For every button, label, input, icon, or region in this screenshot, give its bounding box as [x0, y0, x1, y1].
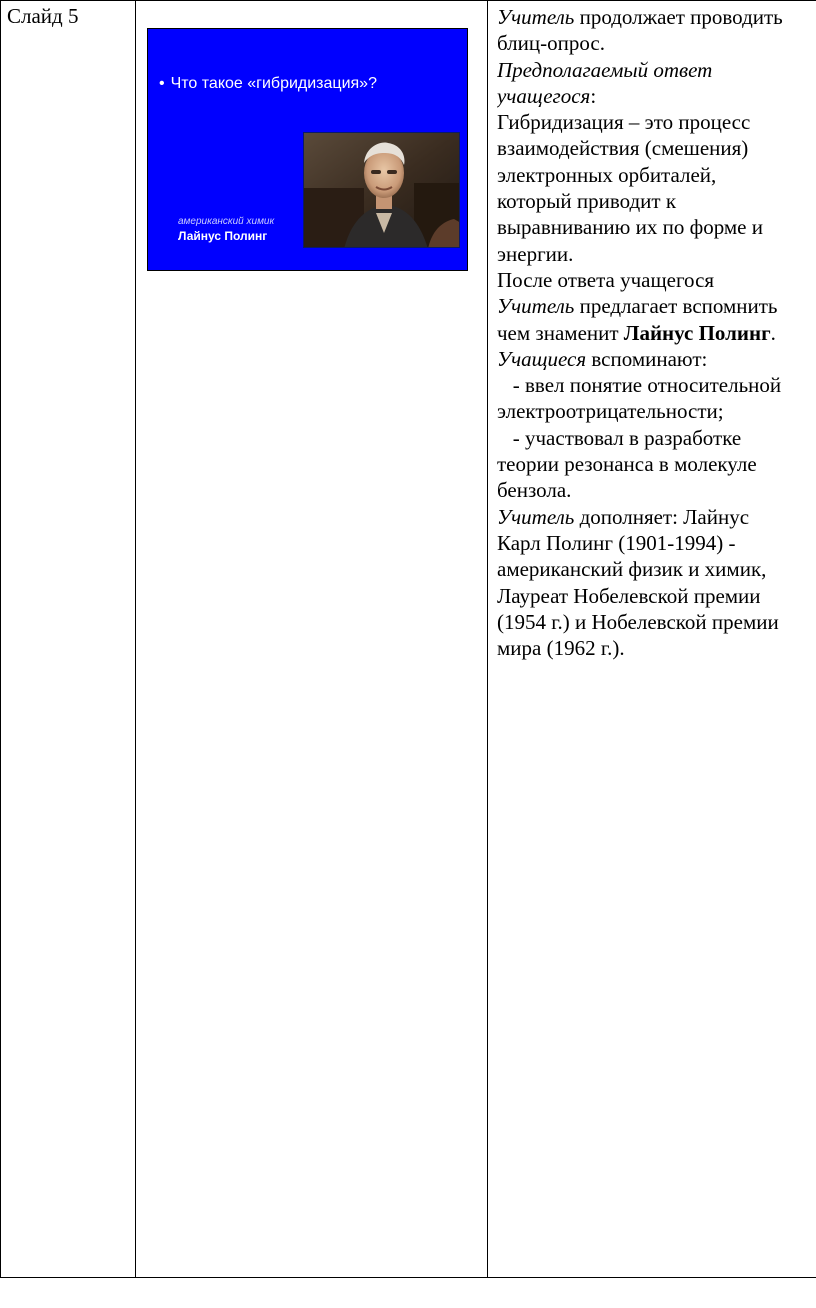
text-line: [497, 320, 816, 346]
text-fragment: продолжает проводить: [574, 5, 783, 29]
text-line: электроотрицательности;: [497, 399, 724, 424]
text-line: американский физик и химик,: [497, 557, 767, 582]
photo-caption-name: Лайнус Полинг: [178, 229, 268, 243]
column-divider: [135, 0, 136, 1278]
text-line: [497, 346, 816, 372]
text-fragment: предлагает вспомнить: [574, 294, 778, 319]
text-line: энергии.: [497, 241, 574, 266]
role-teacher: Учитель: [497, 504, 575, 529]
text-line: теории резонанса в молекуле: [497, 452, 757, 477]
slide-thumbnail: [147, 28, 468, 271]
text-line: [497, 504, 816, 530]
portrait-image: [304, 133, 460, 248]
column-divider: [487, 0, 488, 1278]
role-teacher: Учитель: [497, 294, 575, 319]
text-line: - участвовал в разработке: [497, 425, 742, 450]
text-fragment: дополняет: Лайнус: [574, 504, 750, 529]
text-line: Предполагаемый ответ: [497, 57, 713, 82]
text-line: [497, 4, 816, 30]
portrait-photo: [303, 132, 460, 248]
text-line: - ввел понятие относительной: [497, 373, 782, 398]
slide-question-text: Что такое «гибридизация»?: [170, 75, 377, 92]
row-label: Слайд 5: [7, 4, 79, 28]
text-fragment: вспоминают:: [586, 346, 708, 371]
role-students: Учащиеся: [497, 346, 587, 371]
text-line: который приводит к: [497, 189, 677, 214]
text-fragment: чем знаменит: [497, 320, 624, 345]
text-fragment: .: [770, 320, 776, 345]
text-line: Карл Полинг (1901-1994) -: [497, 530, 736, 555]
text-line: [497, 293, 816, 319]
text-line: [497, 83, 816, 109]
text-line: Гибридизация – это процесс: [497, 110, 751, 135]
text-line: мира (1962 г.).: [497, 636, 625, 661]
text-line: выравниванию их по форме и: [497, 215, 763, 240]
lesson-description: [497, 4, 816, 661]
text-line: бензола.: [497, 478, 572, 503]
text-line: (1954 г.) и Нобелевской премии: [497, 609, 779, 634]
text-line: блиц-опрос.: [497, 31, 605, 56]
text-fragment: :: [590, 83, 597, 108]
photo-caption-subtitle: американский химик: [178, 216, 275, 227]
text-line: взаимодействия (смешения): [497, 136, 749, 161]
bullet-marker: •: [159, 75, 165, 92]
role-teacher: Учитель: [497, 5, 575, 29]
slide-question: [159, 75, 377, 93]
scientist-name: Лайнус Полинг: [623, 320, 771, 345]
text-line: После ответа учащегося: [497, 267, 715, 292]
text-line: электронных орбиталей,: [497, 162, 717, 187]
text-line: Лауреат Нобелевской премии: [497, 583, 761, 608]
text-fragment: учащегося: [497, 83, 591, 108]
